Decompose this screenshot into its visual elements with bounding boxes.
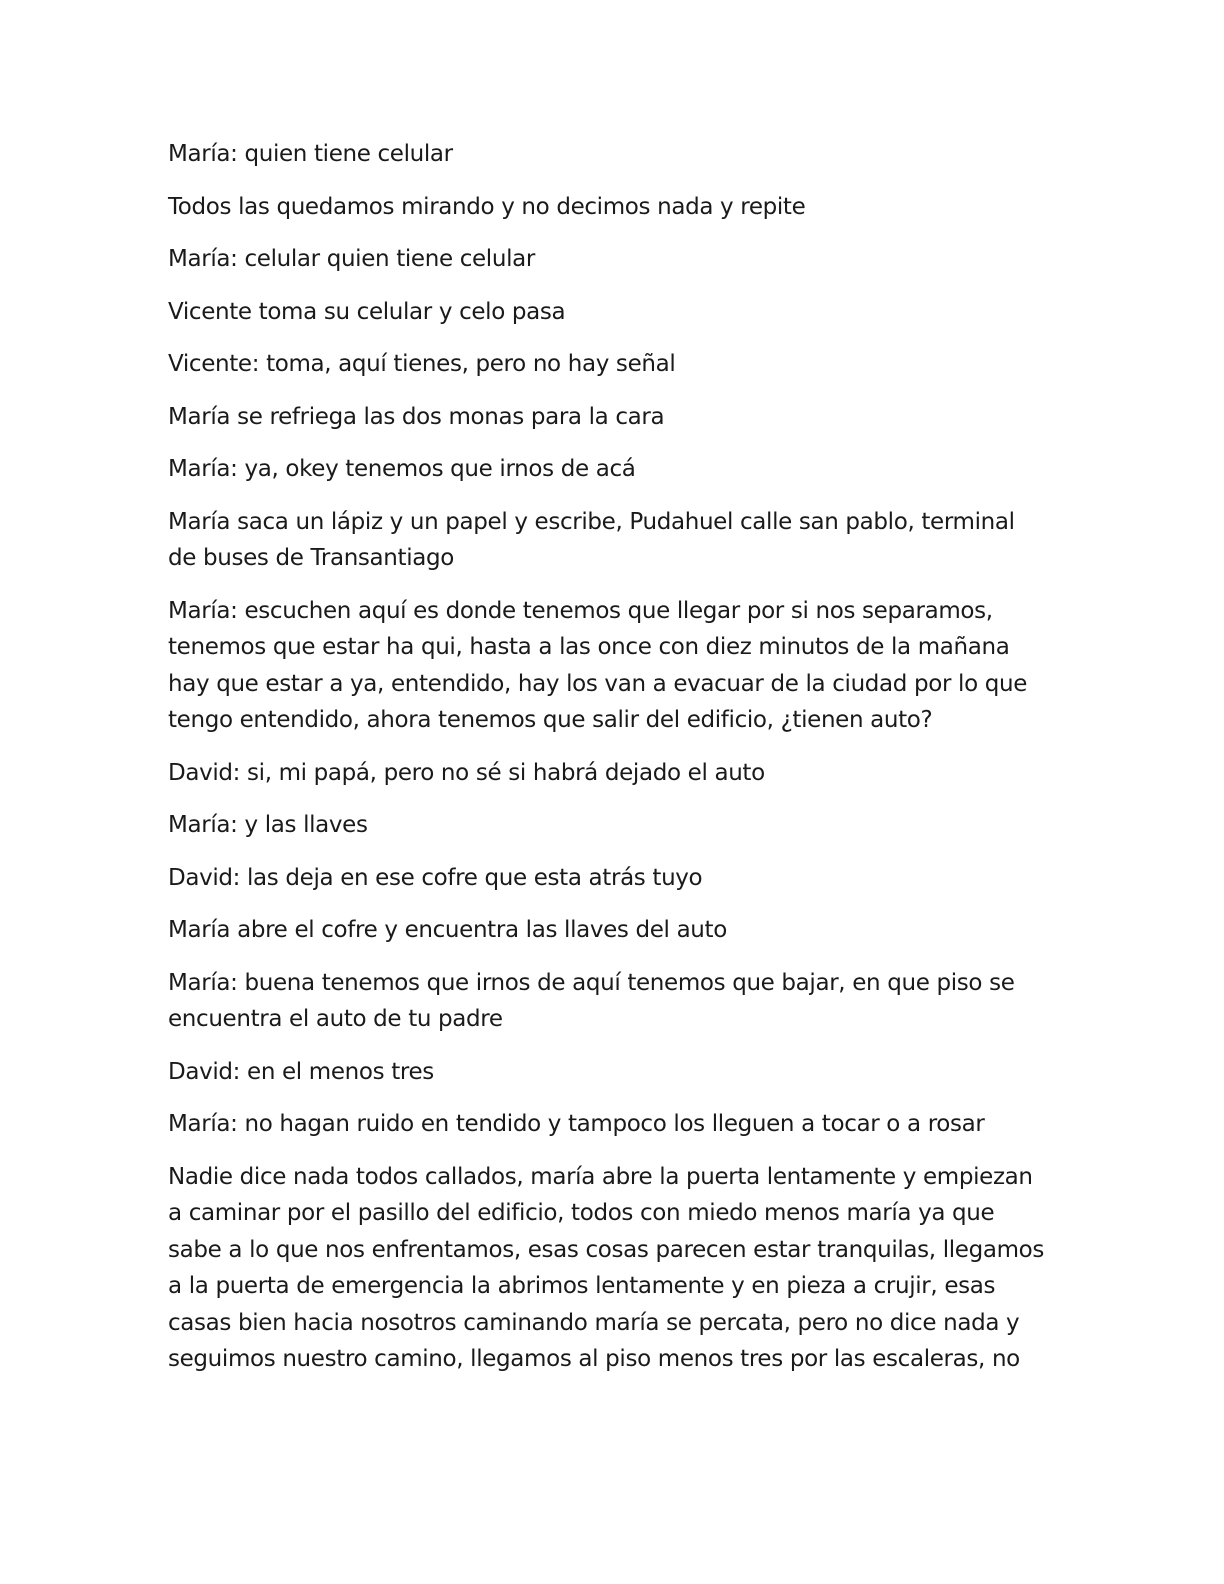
- paragraph: Todos las quedamos mirando y no decimos nada y repite: [168, 193, 806, 220]
- paragraph: María se refriega las dos monas para la cara: [168, 403, 665, 430]
- paragraph: David: si, mi papá, pero no sé si habrá dejado el auto: [168, 759, 765, 786]
- document-body: [168, 136, 1048, 1394]
- paragraph: Nadie dice nada todos callados, maría abre la puerta lentamente y empiezan a caminar por el pasillo del edificio, todos con miedo menos maría ya que sabe a lo que nos enfrentamos, esas cosas parecen estar tranquilas, llegamos a la puerta de emergencia la abrimos lentamente y en pieza a crujir, esas casas bien hacia nosotros caminando maría se percata, pero no dice nada y seguimos nuestro camino, llegamos al piso menos tres por las escaleras, no: [168, 1163, 1044, 1372]
- paragraph: María: y las llaves: [168, 812, 368, 838]
- paragraph: María: celular quien tiene celular: [168, 246, 535, 272]
- paragraph: David: las deja en ese cofre que esta atrás tuyo: [168, 864, 703, 891]
- paragraph: David: en el menos tres: [168, 1058, 434, 1085]
- paragraph: Vicente toma su celular y celo pasa: [168, 298, 566, 325]
- paragraph: María: no hagan ruido en tendido y tampoco los lleguen a tocar o a rosar: [168, 1111, 985, 1137]
- paragraph: María: escuchen aquí es donde tenemos que llegar por si nos separamos, tenemos que estar ha qui, hasta a las once con diez minutos de la mañana hay que estar a ya, entendido, hay los van a evacuar de la ciudad por lo que tengo entendido, ahora tenemos que salir del edificio, ¿tienen auto?: [168, 597, 1028, 733]
- paragraph: María: quien tiene celular: [168, 141, 453, 167]
- paragraph: María: buena tenemos que irnos de aquí tenemos que bajar, en que piso se encuentra el auto de tu padre: [168, 969, 1015, 1032]
- paragraph: Vicente: toma, aquí tienes, pero no hay señal: [168, 351, 676, 377]
- paragraph: María: ya, okey tenemos que irnos de acá: [168, 456, 636, 482]
- paragraph: María saca un lápiz y un papel y escribe, Pudahuel calle san pablo, terminal de buses de Transantiago: [168, 508, 1015, 571]
- paragraph: María abre el cofre y encuentra las llaves del auto: [168, 917, 727, 943]
